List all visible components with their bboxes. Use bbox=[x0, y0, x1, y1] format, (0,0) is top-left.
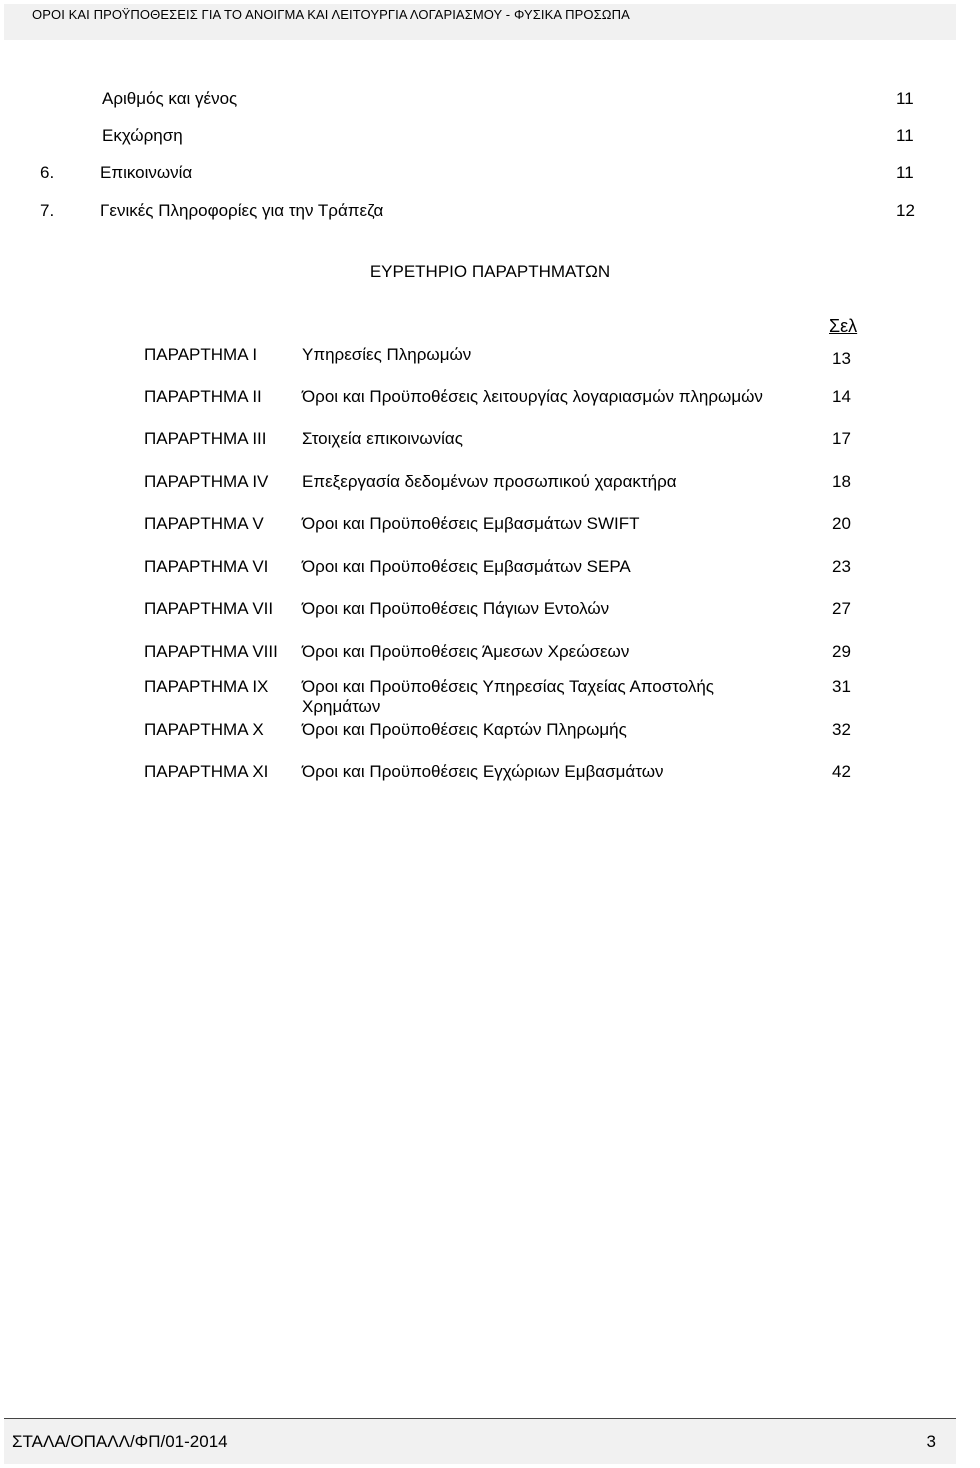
page-number: 3 bbox=[926, 1432, 936, 1451]
annex-page: 42 bbox=[832, 762, 851, 781]
annex-label: ΠΑΡΑΡΤΗΜΑ VIII bbox=[144, 642, 278, 661]
annex-title: Υπηρεσίες Πληρωμών bbox=[302, 345, 472, 364]
toc-entry-title: Εκχώρηση bbox=[102, 126, 183, 145]
toc-entry-title: Γενικές Πληροφορίες για την Τράπεζα bbox=[100, 201, 384, 220]
annex-label: ΠΑΡΑΡΤΗΜΑ VII bbox=[144, 599, 274, 618]
annex-page: 27 bbox=[832, 599, 851, 618]
annex-label: ΠΑΡΑΡΤΗΜΑ IX bbox=[144, 677, 269, 696]
page-footer bbox=[4, 1418, 956, 1464]
annex-row bbox=[0, 345, 960, 367]
annex-index-title: ΕΥΡΕΤΗΡΙΟ ΠΑΡΑΡΤΗΜΑΤΩΝ bbox=[369, 262, 611, 281]
annex-row bbox=[0, 472, 960, 494]
annex-label: ΠΑΡΑΡΤΗΜΑ III bbox=[144, 429, 267, 448]
annex-label: ΠΑΡΑΡΤΗΜΑ VI bbox=[144, 557, 269, 576]
annex-row bbox=[0, 677, 960, 716]
annex-row bbox=[0, 642, 960, 664]
annex-row bbox=[0, 762, 960, 784]
toc-entry-page: 11 bbox=[896, 163, 914, 182]
annex-label: ΠΑΡΑΡΤΗΜΑ I bbox=[144, 345, 258, 364]
toc-entry-title: Αριθμός και γένος bbox=[102, 89, 238, 108]
toc-entry-page: 11 bbox=[896, 126, 914, 145]
toc-entry-page: 12 bbox=[896, 201, 915, 220]
annex-title: Όροι και Προϋποθέσεις λειτουργίας λογαριασμών πληρωμών bbox=[302, 387, 763, 406]
annex-label: ΠΑΡΑΡΤΗΜΑ X bbox=[144, 720, 264, 739]
annex-title: Όροι και Προϋποθέσεις Καρτών Πληρωμής bbox=[302, 720, 627, 739]
page-header bbox=[4, 4, 956, 40]
annex-row bbox=[0, 720, 960, 742]
annex-page: 13 bbox=[832, 349, 851, 368]
toc-entry-title: Επικοινωνία bbox=[100, 163, 193, 182]
toc-entry-page: 11 bbox=[896, 89, 914, 108]
annex-title: Όροι και Προϋποθέσεις Εγχώριων Εμβασμάτων bbox=[302, 762, 664, 781]
annex-page: 17 bbox=[832, 429, 851, 448]
annex-page: 20 bbox=[832, 514, 851, 533]
document-code: ΣΤΑΛΑ/ΟΠΑΛΛ/ΦΠ/01-2014 bbox=[12, 1432, 228, 1451]
annex-title: Όροι και Προϋποθέσεις Εμβασμάτων SWIFT bbox=[302, 514, 640, 533]
annex-label: ΠΑΡΑΡΤΗΜΑ II bbox=[144, 387, 262, 406]
annex-title: Επεξεργασία δεδομένων προσωπικού χαρακτήρα bbox=[302, 472, 677, 491]
annex-page: 14 bbox=[832, 387, 851, 406]
annex-title: Όροι και Προϋποθέσεις Υπηρεσίας Ταχείας Αποστολής Χρημάτων bbox=[302, 677, 714, 716]
annex-page: 29 bbox=[832, 642, 851, 661]
annex-page: 18 bbox=[832, 472, 851, 491]
annex-row bbox=[0, 429, 960, 451]
annex-label: ΠΑΡΑΡΤΗΜΑ XI bbox=[144, 762, 269, 781]
annex-row bbox=[0, 514, 960, 536]
annex-page: 23 bbox=[832, 557, 851, 576]
annex-title: Όροι και Προϋποθέσεις Εμβασμάτων SEPA bbox=[302, 557, 631, 576]
annex-row bbox=[0, 387, 960, 409]
toc-entry-number: 6. bbox=[40, 163, 55, 182]
annex-title: Στοιχεία επικοινωνίας bbox=[302, 429, 463, 448]
annex-label: ΠΑΡΑΡΤΗΜΑ IV bbox=[144, 472, 269, 491]
header-title: ΟΡΟΙ ΚΑΙ ΠΡΟΫΠΟΘΕΣΕΙΣ ΓΙΑ ΤΟ ΑΝΟΙΓΜΑ ΚΑΙ ΛΕΙΤΟΥΡΓΙΑ ΛΟΓΑΡΙΑΣΜΟΥ - ΦΥΣΙΚΑ ΠΡΟΣΩΠΑ bbox=[32, 7, 630, 22]
annex-title: Όροι και Προϋποθέσεις Άμεσων Χρεώσεων bbox=[302, 642, 630, 661]
annex-row bbox=[0, 557, 960, 579]
toc-entry-number: 7. bbox=[40, 201, 55, 220]
annex-title: Όροι και Προϋποθέσεις Πάγιων Εντολών bbox=[302, 599, 610, 618]
annex-page: 31 bbox=[832, 677, 851, 696]
annex-label: ΠΑΡΑΡΤΗΜΑ V bbox=[144, 514, 264, 533]
page-column-header: Σελ bbox=[829, 316, 858, 336]
annex-page: 32 bbox=[832, 720, 851, 739]
annex-row bbox=[0, 599, 960, 621]
